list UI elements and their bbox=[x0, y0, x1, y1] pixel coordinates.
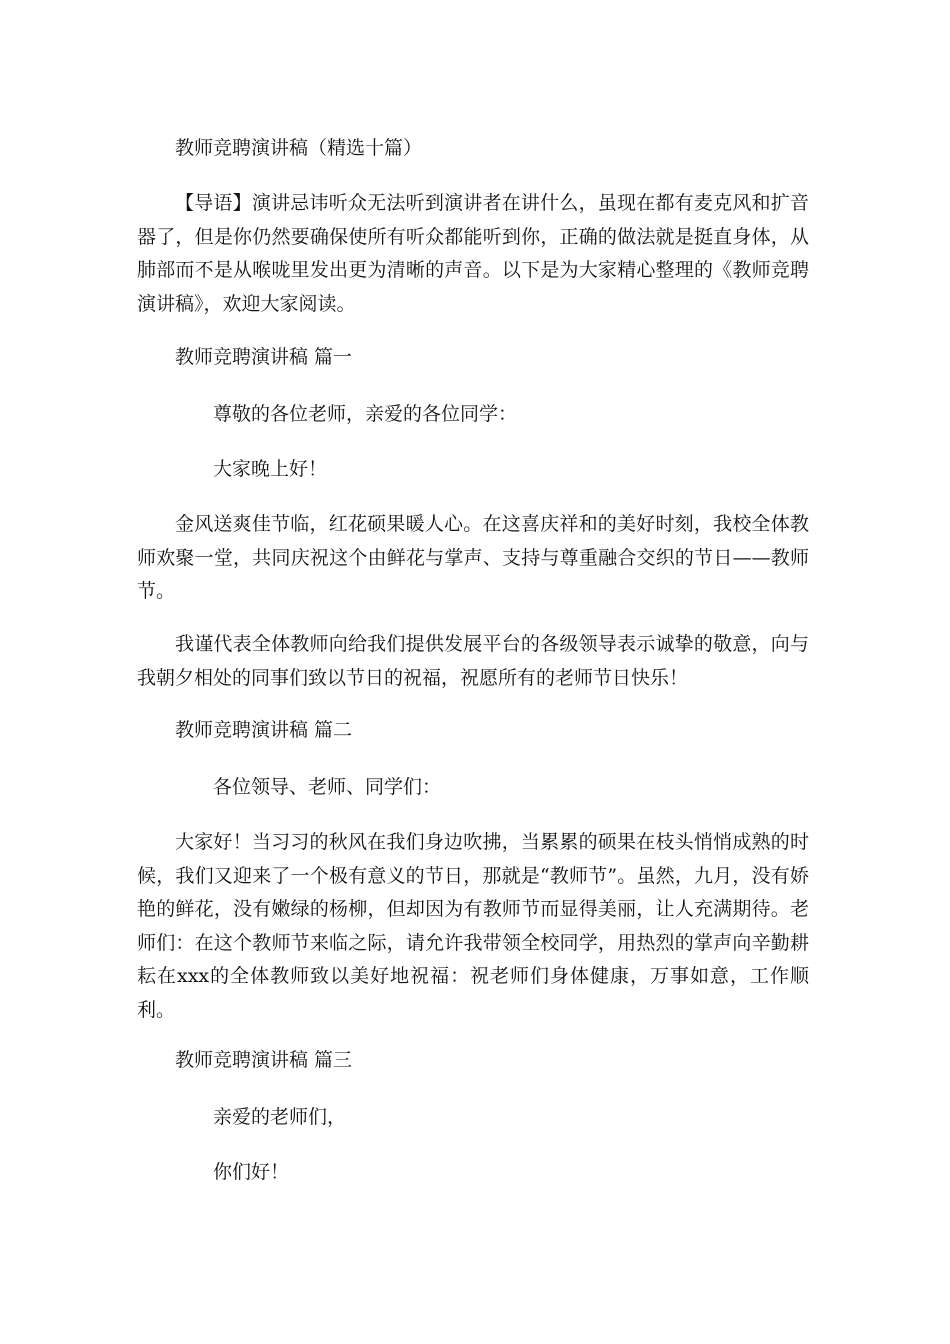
salutation-3: 亲爱的老师们， bbox=[213, 1106, 347, 1128]
salutation-1: 尊敬的各位老师，亲爱的各位同学： bbox=[213, 403, 518, 425]
document-title: 教师竞聘演讲稿（精选十篇） bbox=[175, 137, 423, 159]
section-heading-3: 教师竞聘演讲稿 篇三 bbox=[175, 1049, 353, 1071]
intro-paragraph: 【导语】演讲忌讳听众无法听到演讲者在讲什么，虽现在都有麦克风和扩音器了，但是你仍然要确保使所有听众都能听到你，正确的做法就是挺直身体，从肺部而不是从喉咙里发出更为清晰的声音。以下是为大家精心整理的《教师竞聘演讲稿》，欢迎大家阅读。 bbox=[137, 192, 809, 315]
salutation-2: 各位领导、老师、同学们： bbox=[213, 776, 442, 798]
section-2-paragraph-1: 大家好！当习习的秋风在我们身边吹拂，当累累的硕果在枝头悄悄成熟的时候，我们又迎来了一个极有意义的节日，那就是“教师节”。虽然，九月，没有娇艳的鲜花，没有嫩绿的杨柳，但却因为有教师节而显得美丽，让人充满期待。老师们：在这个教师节来临之际，请允许我带领全校同学，用热烈的掌声向辛勤耕耘在xxx的全体教师致以美好地祝福：祝老师们身体健康，万事如意，工作顺利。 bbox=[137, 831, 809, 1021]
section-heading-2: 教师竞聘演讲稿 篇二 bbox=[175, 719, 353, 741]
greeting-1: 大家晚上好！ bbox=[213, 458, 328, 480]
section-1-paragraph-1: 金风送爽佳节临，红花硕果暖人心。在这喜庆祥和的美好时刻，我校全体教师欢聚一堂，共同庆祝这个由鲜花与掌声、支持与尊重融合交织的节日——教师节。 bbox=[137, 513, 809, 602]
section-heading-1: 教师竞聘演讲稿 篇一 bbox=[175, 346, 353, 368]
section-1-paragraph-2: 我谨代表全体教师向给我们提供发展平台的各级领导表示诚挚的敬意，向与我朝夕相处的同事们致以节日的祝福，祝愿所有的老师节日快乐！ bbox=[137, 633, 809, 689]
greeting-3: 你们好！ bbox=[213, 1161, 290, 1183]
